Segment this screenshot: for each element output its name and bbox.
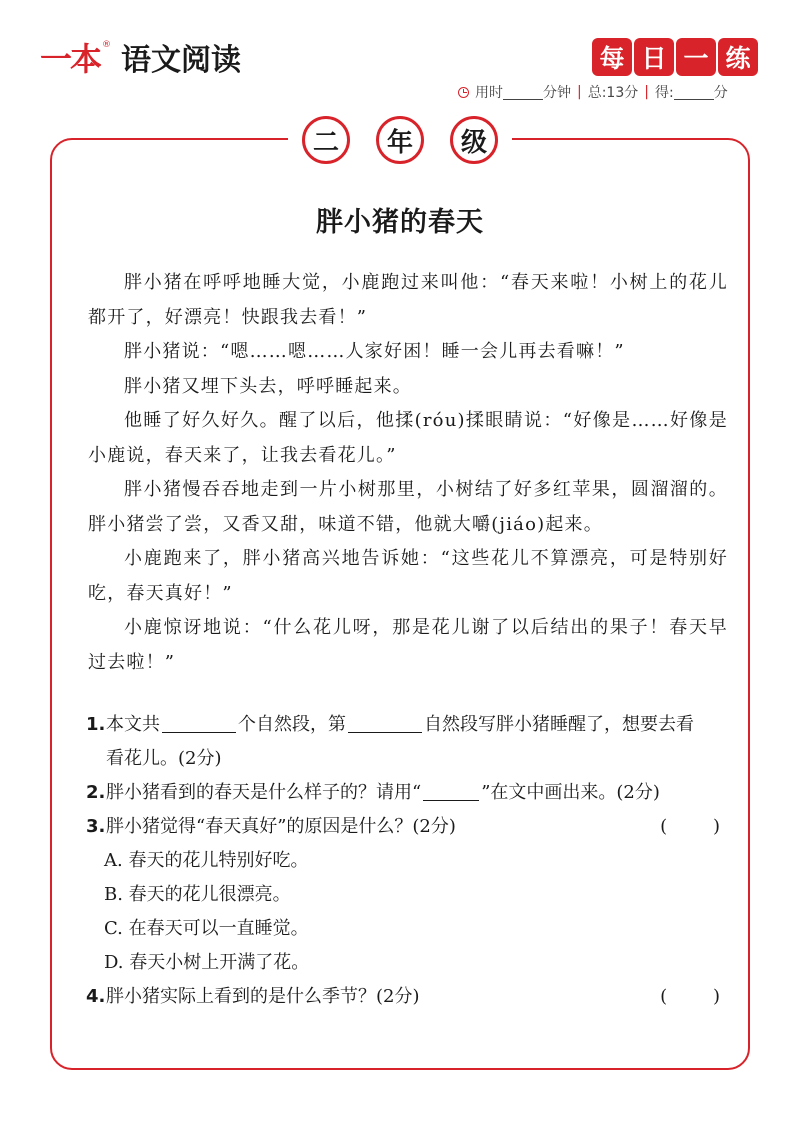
daily-badge-char: 日 — [634, 38, 674, 76]
brand-logo: 一本 — [40, 40, 101, 78]
question-number: 1. — [86, 714, 106, 735]
paragraph: 胖小猪慢吞吞地走到一片小树那里，小树结了好多红苹果，圆溜溜的。胖小猪尝了尝，又香又甜，味道不错，他就大嚼(jiáo)起来。 — [88, 479, 728, 535]
question-3 — [86, 810, 726, 844]
daily-badge-char: 一 — [676, 38, 716, 76]
question-number: 4. — [86, 986, 106, 1007]
question-number: 2. — [86, 782, 106, 803]
brand — [40, 34, 241, 80]
option-d[interactable]: D. 春天小树上开满了花。 — [104, 952, 310, 973]
question-text: ”在文中画出来。(2分) — [481, 782, 660, 803]
answer-blank[interactable] — [162, 712, 236, 733]
score-blank[interactable] — [674, 85, 714, 100]
question-text: 自然段写胖小猪睡醒了，想要去看 — [424, 714, 694, 735]
question-1 — [86, 708, 726, 776]
score-unit: 分 — [713, 85, 728, 101]
paragraph: 胖小猪又埋下头去，呼呼睡起来。 — [124, 375, 412, 397]
time-label: 用时 — [475, 85, 503, 101]
answer-blank[interactable] — [348, 712, 422, 733]
brand-title: 语文阅读 — [121, 43, 242, 78]
question-text: 个自然段，第 — [238, 714, 346, 735]
registered-mark: ® — [102, 40, 112, 50]
time-blank[interactable] — [503, 85, 543, 100]
answer-parentheses[interactable]: ( ) — [660, 986, 720, 1007]
daily-practice-badge — [590, 38, 758, 76]
score-meta — [458, 82, 728, 102]
divider: | — [644, 84, 649, 100]
clock-icon — [458, 87, 469, 98]
grade-header — [0, 116, 800, 164]
paragraph: 小鹿惊讶地说：“什么花儿呀，那是花儿谢了以后结出的果子！春天早过去啦！” — [88, 617, 728, 673]
daily-badge-char: 每 — [592, 38, 632, 76]
grade-char: 级 — [450, 116, 498, 164]
question-text: 胖小猪实际上看到的是什么季节？(2分) — [106, 986, 420, 1007]
underline-sample — [423, 780, 479, 801]
score-label: 得: — [654, 85, 674, 101]
grade-char: 二 — [302, 116, 350, 164]
option-a[interactable]: A. 春天的花儿特别好吃。 — [104, 850, 309, 871]
question-text: 胖小猪看到的春天是什么样子的？请用“ — [106, 782, 422, 803]
article-title: 胖小猪的春天 — [316, 207, 484, 238]
article-body — [88, 266, 728, 680]
question-4 — [86, 980, 726, 1014]
daily-badge-char: 练 — [718, 38, 758, 76]
paragraph: 小鹿跑来了，胖小猪高兴地告诉她：“这些花儿不算漂亮，可是特别好吃，春天真好！” — [88, 548, 728, 604]
option-b[interactable]: B. 春天的花儿很漂亮。 — [104, 884, 291, 905]
total-score: 总:13分 — [587, 85, 639, 101]
question-text: 胖小猪觉得“春天真好”的原因是什么？(2分) — [106, 816, 456, 837]
question-number: 3. — [86, 816, 106, 837]
option-c[interactable]: C. 在春天可以一直睡觉。 — [104, 918, 309, 939]
answer-parentheses[interactable]: ( ) — [660, 816, 720, 837]
paragraph: 胖小猪在呼呼地睡大觉，小鹿跑过来叫他：“春天来啦！小树上的花儿都开了，好漂亮！快跟我去看！” — [88, 272, 728, 328]
question-text: 本文共 — [106, 714, 160, 735]
question-text: 看花儿。(2分) — [106, 748, 222, 769]
paragraph: 他睡了好久好久。醒了以后，他揉(róu)揉眼睛说：“好像是……好像是小鹿说，春天来了，让我去看花儿。” — [88, 410, 728, 466]
divider: | — [577, 84, 582, 100]
time-unit: 分钟 — [543, 85, 571, 101]
paragraph: 胖小猪说：“嗯……嗯……人家好困！睡一会儿再去看嘛！” — [124, 341, 625, 362]
grade-char: 年 — [376, 116, 424, 164]
questions — [86, 708, 726, 1014]
question-2 — [86, 776, 726, 810]
